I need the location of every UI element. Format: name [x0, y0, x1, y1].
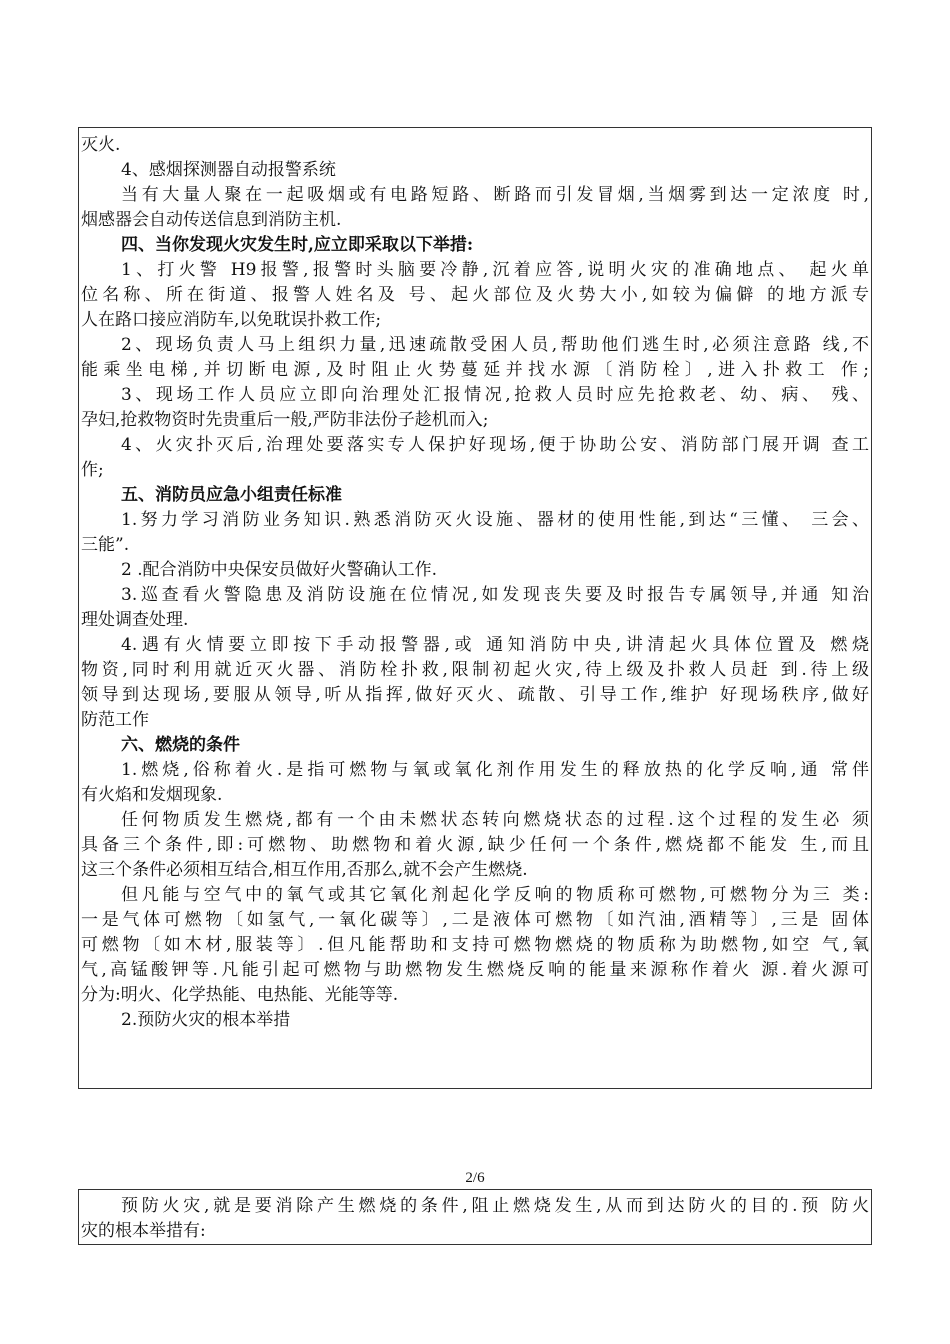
text-line: 2.预防火灾的根本举措: [121, 1010, 291, 1030]
text-line: 2、现场负责人马上组织力量,迅速疏散受困人员,帮助他们逃生时,必须注意路 线,不: [121, 335, 869, 355]
text-line: 4、火灾扑灭后,治理处要落实专人保护好现场,便于协助公安、消防部门展开调 查工: [121, 435, 869, 455]
content-box-1: [78, 127, 872, 1089]
text-line: 领导到达现场,要服从领导,听从指挥,做好灭火、疏散、引导工作,维护 好现场秩序,做好: [81, 685, 869, 705]
text-line: 作;: [81, 460, 104, 480]
text-line: 物资,同时利用就近灭火器、消防栓扑救,限制初起火灾,待上级及扑救人员赶 到.待上级: [81, 660, 869, 680]
text-line: 三能”.: [81, 535, 130, 555]
content-box-2: [78, 1189, 872, 1245]
text-line: 1.努力学习消防业务知识.熟悉消防灭火设施、器材的使用性能,到达“三懂、 三会、: [121, 510, 869, 530]
text-line: 1.燃烧,俗称着火.是指可燃物与氧或氧化剂作用发生的释放热的化学反响,通 常伴: [121, 760, 869, 780]
text-line: 气,高锰酸钾等.凡能引起可燃物与助燃物发生燃烧反响的能量来源称作着火 源.着火源可: [81, 960, 869, 980]
section-heading: 四、当你发现火灾发生时,应立即采取以下举措:: [121, 235, 474, 255]
text-line: 预防火灾,就是要消除产生燃烧的条件,阻止燃烧发生,从而到达防火的目的.预 防火: [121, 1196, 869, 1216]
text-line: 理处调查处理.: [81, 610, 189, 630]
text-line: 分为:明火、化学热能、电热能、光能等等.: [81, 985, 399, 1005]
text-line: 3.巡查看火警隐患及消防设施在位情况,如发现丧失要及时报告专属领导,并通 知治: [121, 585, 869, 605]
text-line: 烟感器会自动传送信息到消防主机.: [81, 210, 342, 230]
text-line: 任何物质发生燃烧,都有一个由未燃状态转向燃烧状态的过程.这个过程的发生必 须: [121, 810, 869, 830]
text-line: 4、感烟探测器自动报警系统: [121, 160, 336, 180]
text-line: 可燃物〔如木材,服装等〕.但凡能帮助和支持可燃物燃烧的物质称为助燃物,如空 气,氧: [81, 935, 869, 955]
text-line: 有火焰和发烟现象.: [81, 785, 223, 805]
text-line: 3、现场工作人员应立即向治理处汇报情况,抢救人员时应先抢救老、幼、病、 残、: [121, 385, 869, 405]
text-line: 能乘坐电梯,并切断电源,及时阻止火势蔓延并找水源〔消防栓〕,进入扑救工 作;: [81, 360, 869, 380]
section-heading: 六、燃烧的条件: [121, 735, 240, 755]
text-line: 但凡能与空气中的氧气或其它氧化剂起化学反响的物质称可燃物,可燃物分为三 类:: [121, 885, 869, 905]
text-line: 这三个条件必须相互结合,相互作用,否那么,就不会产生燃烧.: [81, 860, 528, 880]
text-line: 灾的根本举措有:: [81, 1221, 206, 1241]
text-line: 人在路口接应消防车,以免耽误扑救工作;: [81, 310, 382, 330]
text-line: 一是气体可燃物〔如氢气,一氧化碳等〕,二是液体可燃物〔如汽油,酒精等〕,三是 固体: [81, 910, 869, 930]
text-line: 2 .配合消防中央保安员做好火警确认工作.: [121, 560, 438, 580]
section-heading: 五、消防员应急小组责任标准: [121, 485, 342, 505]
text-line: 4.遇有火情要立即按下手动报警器,或 通知消防中央,讲清起火具体位置及 燃烧: [121, 635, 869, 655]
text-line: 1、打火警 H9报警,报警时头脑要冷静,沉着应答,说明火灾的准确地点、 起火单: [121, 260, 869, 280]
text-line: 位名称、所在街道、报警人姓名及 号、起火部位及火势大小,如较为偏僻 的地方派专: [81, 285, 869, 305]
text-line: 当有大量人聚在一起吸烟或有电路短路、断路而引发冒烟,当烟雾到达一定浓度 时,: [121, 185, 869, 205]
text-line: 孕妇,抢救物资时先贵重后一般,严防非法份子趁机而入;: [81, 410, 489, 430]
text-line: 具备三个条件,即:可燃物、助燃物和着火源,缺少任何一个条件,燃烧都不能发 生,而且: [81, 835, 869, 855]
page-number: 2/6: [465, 1170, 485, 1186]
text-line: 防范工作: [81, 710, 149, 730]
text-line: 灭火.: [81, 135, 121, 155]
